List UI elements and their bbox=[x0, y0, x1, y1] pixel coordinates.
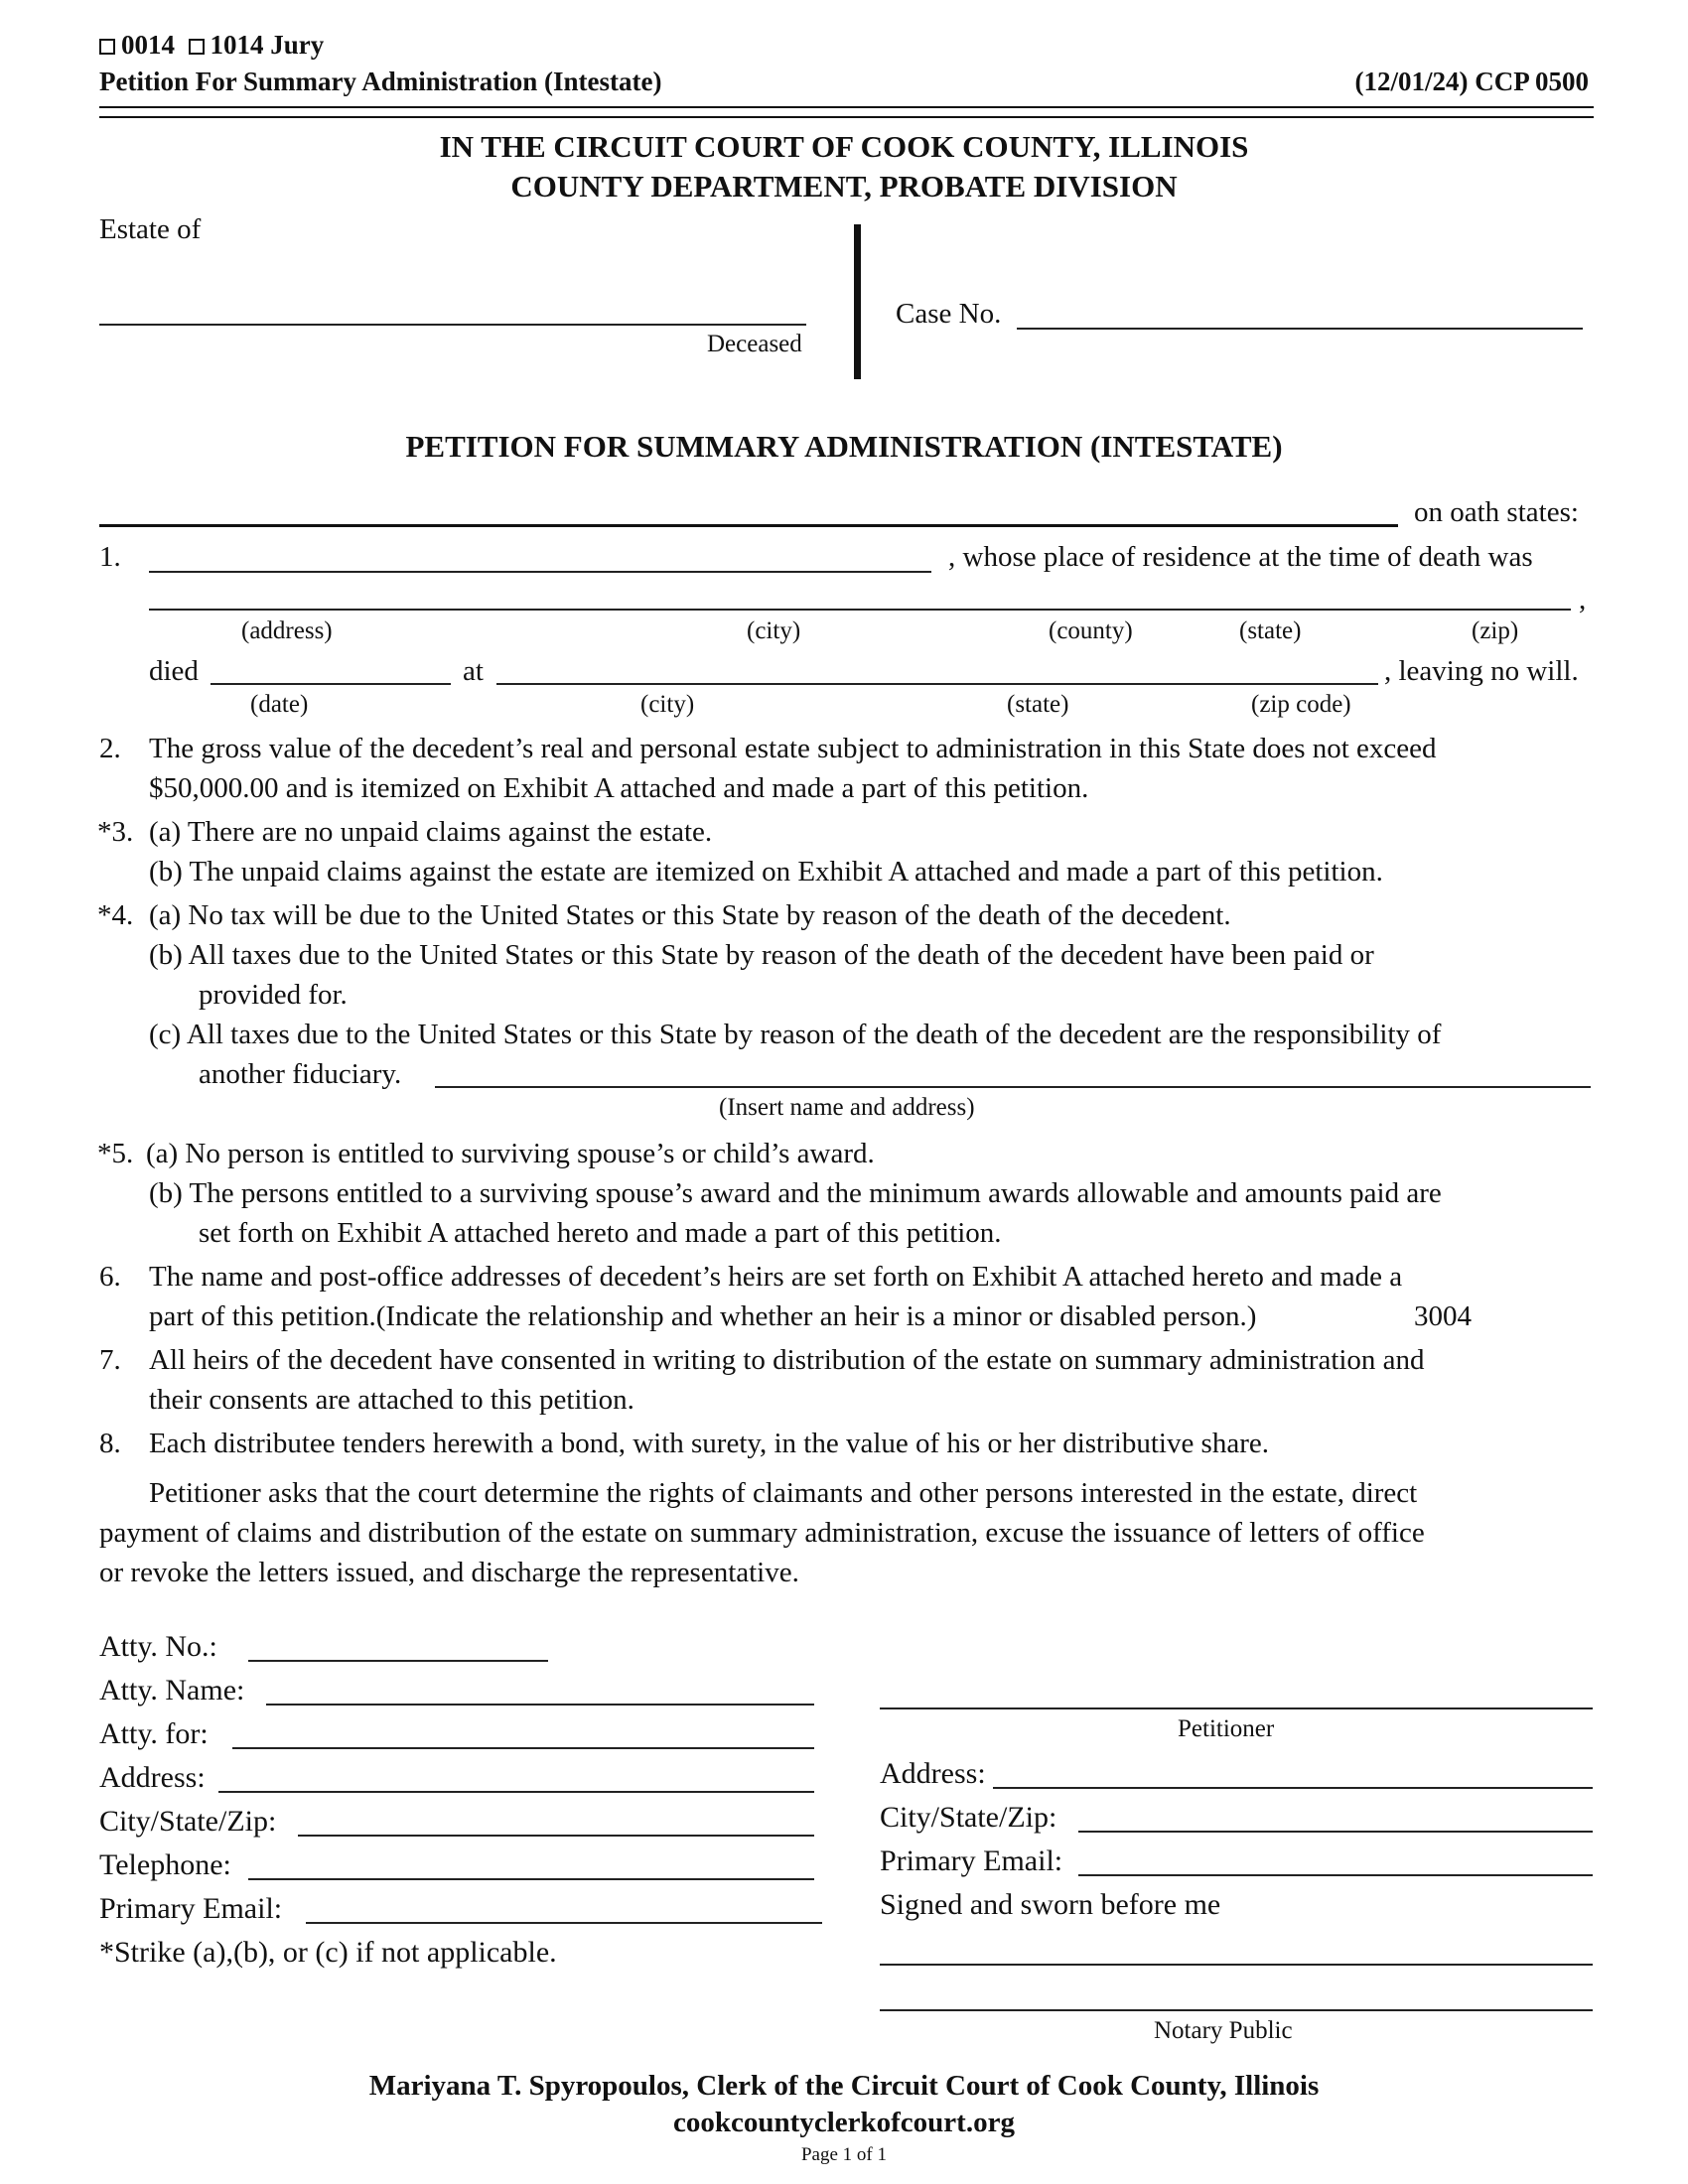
item-6-code: 3004 bbox=[1414, 1300, 1472, 1332]
court-line-1: IN THE CIRCUIT COURT OF COOK COUNTY, ILLINOIS bbox=[439, 129, 1249, 164]
petitioner-signature-field[interactable] bbox=[880, 1707, 1593, 1709]
form-type-checkboxes bbox=[99, 30, 324, 61]
item-4c-line-2: another fiduciary. bbox=[199, 1058, 402, 1090]
item-5a: (a) No person is entitled to surviving spouse’s or child’s award. bbox=[146, 1138, 875, 1169]
court-line-2: COUNTY DEPARTMENT, PROBATE DIVISION bbox=[510, 169, 1178, 204]
decedent-field[interactable] bbox=[149, 571, 931, 573]
item-6-number: 6. bbox=[99, 1261, 121, 1293]
strike-note: *Strike (a),(b), or (c) if not applicable. bbox=[99, 1936, 557, 1969]
checkbox-0014-label: 0014 bbox=[121, 30, 175, 60]
item-4b-line-1: (b) All taxes due to the United States or this State by reason of the death of the decedent have been paid or bbox=[149, 939, 1374, 971]
petitioner-name-field[interactable] bbox=[99, 524, 1398, 527]
atty-email-label: Primary Email: bbox=[99, 1892, 283, 1925]
atty-no-label: Atty. No.: bbox=[99, 1630, 217, 1663]
atty-name-label: Atty. Name: bbox=[99, 1674, 245, 1706]
item-2-line-1: The gross value of the decedent’s real and personal estate subject to administration in this State does not exceed bbox=[149, 733, 1437, 764]
atty-no-field[interactable] bbox=[248, 1660, 548, 1662]
label-date: (date) bbox=[250, 691, 309, 718]
item-6-line-2: part of this petition.(Indicate the relationship and whether an heir is a minor or disabled person.) bbox=[149, 1300, 1257, 1332]
clerk-name: Mariyana T. Spyropoulos, Clerk of the Circuit Court of Cook County, Illinois bbox=[368, 2070, 1320, 2102]
residence-text: , whose place of residence at the time of death was bbox=[948, 541, 1533, 573]
checkbox-0014[interactable] bbox=[99, 39, 115, 55]
notary-public-label: Notary Public bbox=[1154, 2017, 1293, 2044]
item-3-number: *3. bbox=[97, 816, 134, 848]
label-zip: (zip) bbox=[1472, 617, 1519, 644]
item-6-line-1: The name and post-office addresses of decedent’s heirs are set forth on Exhibit A attached hereto and made a bbox=[149, 1261, 1403, 1293]
label-zip-code: (zip code) bbox=[1251, 691, 1351, 718]
item-2-line-2: $50,000.00 and is itemized on Exhibit A attached and made a part of this petition. bbox=[149, 772, 1089, 804]
atty-city-state-zip-label: City/State/Zip: bbox=[99, 1805, 277, 1838]
death-date-field[interactable] bbox=[211, 683, 451, 685]
petitioner-address-field[interactable] bbox=[993, 1787, 1593, 1789]
item-7-line-2: their consents are attached to this petition. bbox=[149, 1384, 634, 1416]
at-label: at bbox=[463, 655, 484, 687]
sworn-date-field[interactable] bbox=[880, 1964, 1593, 1966]
header-rule-top bbox=[99, 106, 1594, 108]
petitioner-city-state-zip-label: City/State/Zip: bbox=[880, 1801, 1057, 1834]
item-3b: (b) The unpaid claims against the estate are itemized on Exhibit A attached and made a part of this petition. bbox=[149, 856, 1383, 887]
prayer-line-1: Petitioner asks that the court determine the rights of claimants and other persons interested in the estate, direct bbox=[149, 1477, 1418, 1509]
label-city: (city) bbox=[747, 617, 801, 644]
page-number: Page 1 of 1 bbox=[800, 2144, 887, 2165]
item-2-number: 2. bbox=[99, 733, 121, 764]
case-no-label: Case No. bbox=[896, 298, 1002, 330]
residence-address-field[interactable] bbox=[149, 609, 1571, 611]
item-4c-line-1: (c) All taxes due to the United States or this State by reason of the death of the decedent are the responsibility of bbox=[149, 1019, 1442, 1050]
leaving-no-will-text: , leaving no will. bbox=[1384, 655, 1579, 687]
petitioner-email-field[interactable] bbox=[1078, 1874, 1593, 1876]
label-city-2: (city) bbox=[640, 691, 695, 718]
notary-signature-field[interactable] bbox=[880, 2009, 1593, 2011]
atty-city-state-zip-field[interactable] bbox=[298, 1835, 814, 1837]
clerk-website[interactable]: cookcountyclerkofcourt.org bbox=[673, 2107, 1015, 2138]
label-county: (county) bbox=[1049, 617, 1133, 644]
item-5b-line-2: set forth on Exhibit A attached hereto and made a part of this petition. bbox=[199, 1217, 1002, 1249]
checkbox-1014-jury[interactable] bbox=[189, 39, 205, 55]
estate-of-label: Estate of bbox=[99, 213, 202, 245]
atty-email-field[interactable] bbox=[306, 1922, 822, 1924]
checkbox-1014-label: 1014 Jury bbox=[210, 30, 325, 60]
item-5b-line-1: (b) The persons entitled to a surviving spouse’s award and the minimum awards allowable and amounts paid are bbox=[149, 1177, 1442, 1209]
decedent-name-field[interactable] bbox=[99, 324, 806, 326]
item-4b-line-2: provided for. bbox=[199, 979, 348, 1011]
item-8-number: 8. bbox=[99, 1428, 121, 1459]
insert-name-address-label: (Insert name and address) bbox=[719, 1094, 975, 1121]
item-7-number: 7. bbox=[99, 1344, 121, 1376]
petitioner-address-label: Address: bbox=[880, 1757, 986, 1790]
label-state-2: (state) bbox=[1007, 691, 1069, 718]
atty-address-label: Address: bbox=[99, 1761, 206, 1794]
oath-text: on oath states: bbox=[1414, 496, 1579, 528]
petition-title: PETITION FOR SUMMARY ADMINISTRATION (INTESTATE) bbox=[405, 429, 1283, 464]
item-4a: (a) No tax will be due to the United States or this State by reason of the death of the decedent. bbox=[149, 899, 1231, 931]
label-address: (address) bbox=[241, 617, 333, 644]
deceased-label: Deceased bbox=[707, 331, 802, 357]
fiduciary-field[interactable] bbox=[435, 1086, 1591, 1088]
item-3a: (a) There are no unpaid claims against the estate. bbox=[149, 816, 713, 848]
atty-telephone-label: Telephone: bbox=[99, 1848, 231, 1881]
atty-name-field[interactable] bbox=[266, 1704, 814, 1706]
item-8-line-1: Each distributee tenders herewith a bond, with surety, in the value of his or her distributive share. bbox=[149, 1428, 1269, 1459]
form-code: (12/01/24) CCP 0500 bbox=[1354, 67, 1589, 96]
petitioner-email-label: Primary Email: bbox=[880, 1844, 1063, 1877]
atty-address-field[interactable] bbox=[218, 1791, 814, 1793]
petitioner-label: Petitioner bbox=[1178, 1715, 1275, 1742]
item-7-line-1: All heirs of the decedent have consented in writing to distribution of the estate on summary administration and bbox=[149, 1344, 1425, 1376]
atty-telephone-field[interactable] bbox=[248, 1878, 814, 1880]
prayer-line-3: or revoke the letters issued, and discharge the representative. bbox=[99, 1557, 799, 1588]
died-label: died bbox=[149, 655, 199, 687]
header-rule-bottom bbox=[99, 116, 1594, 118]
item-4-number: *4. bbox=[97, 899, 134, 931]
item-1-number: 1. bbox=[99, 541, 121, 573]
item-5-number: *5. bbox=[97, 1138, 134, 1169]
death-place-field[interactable] bbox=[496, 683, 1378, 685]
form-name: Petition For Summary Administration (Intestate) bbox=[99, 67, 662, 96]
petitioner-city-state-zip-field[interactable] bbox=[1078, 1831, 1593, 1833]
atty-for-label: Atty. for: bbox=[99, 1717, 209, 1750]
signed-sworn-text: Signed and sworn before me bbox=[880, 1888, 1221, 1921]
residence-comma: , bbox=[1579, 584, 1587, 615]
caption-divider bbox=[854, 224, 861, 379]
prayer-line-2: payment of claims and distribution of the estate on summary administration, excuse the issuance of letters of office bbox=[99, 1517, 1425, 1549]
label-state: (state) bbox=[1239, 617, 1302, 644]
atty-for-field[interactable] bbox=[232, 1747, 814, 1749]
case-no-field[interactable] bbox=[1017, 328, 1583, 330]
